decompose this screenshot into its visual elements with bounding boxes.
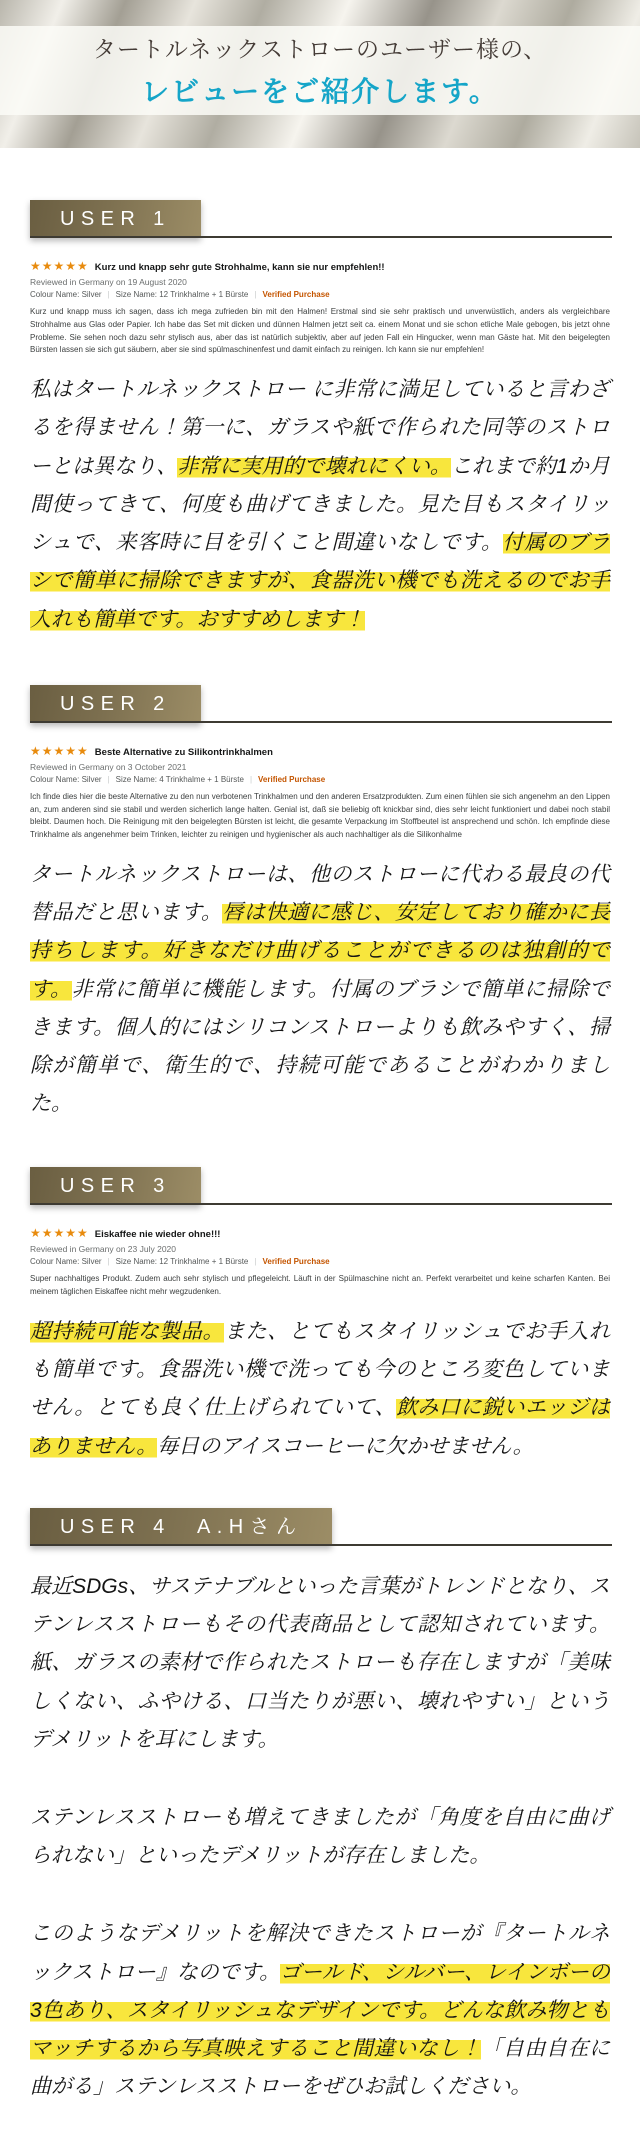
section-user4 xyxy=(0,1506,640,2107)
review-colour: Colour Name: Silver xyxy=(30,1257,102,1267)
user4-paragraph-2 xyxy=(30,1799,610,1875)
user4-paragraph-1 xyxy=(30,1568,610,1759)
separator: | xyxy=(107,290,110,299)
highlighted-text: 飲み口に鋭いエッジはありません。 xyxy=(30,1396,610,1458)
user4-banner: USER 4 A.Hさん xyxy=(30,1508,332,1546)
review-title: Kurz und knapp sehr gute Strohhalme, kann sie nur empfehlen!! xyxy=(94,262,385,273)
review-size: Size Name: 12 Trinkhalme + 1 Bürste xyxy=(115,1257,249,1267)
highlighted-text: 非常に実用的で壊れにくい。 xyxy=(177,454,451,478)
review-title: Eiskaffee nie wieder ohne!!! xyxy=(94,1229,221,1241)
plain-text: ステンレスストローも増えてきましたが「角度を自由に曲げられない」といったデメリットが存在しました。 xyxy=(30,1806,610,1868)
separator: | xyxy=(107,1257,110,1267)
plain-text: また、とてもスタイリッシュでお手入れも簡単です。食器洗い機で洗っても今のところ変色していません。とても良く仕上げられていて、 xyxy=(30,1320,610,1420)
review-body: Ich finde dies hier die beste Alternative zu den nun verbotenen Trinkhalmen und den anderen Ersatzprodukten. Zum einen fühlen sie sich angenehm an den Lippen an, zum anderen sind sie stabil und werden sicherlich lange halten. Genial ist, daß sie beliebig oft knickbar sind, dies sehr leicht funktioniert und dabei noch stabil bleibt. Daumen hoch. Die Reinigung mit den beigelegten Bürsten ist leicht, die gesamte Verpackung im Stoffbeutel ist ansprechend und schön. Ich empfinde diese Trinkhalme als angenehmer beim Trinken, leichter zu reinigen und hygienischer als auch nachhaltiger als die Silikonhalme xyxy=(30,791,610,840)
separator: | xyxy=(249,774,253,784)
section-user1 xyxy=(0,198,640,639)
plain-text: 非常に簡単に機能します。付属のブラシで簡単に掃除できます。個人的にはシリコンストローよりも飲みやすく、掃除が簡単で、衛生的で、持続可能であることがわかりました。 xyxy=(30,977,610,1116)
star-rating-icon: ★★★★★ xyxy=(30,259,89,273)
highlighted-text: 唇は快適に感じ、安定しており確かに長持ちします。好きなだけ曲げることができるのは独創的です。 xyxy=(30,901,610,1001)
user4-paragraph-3 xyxy=(30,1915,610,2106)
user2-banner: USER 2 xyxy=(30,685,201,723)
review-meta: Reviewed in Germany on 23 July 2020 xyxy=(30,1244,176,1255)
section-user3 xyxy=(0,1165,640,1465)
review-options xyxy=(30,290,610,299)
review-meta: Reviewed in Germany on 3 October 2021 xyxy=(30,761,187,772)
review-body: Super nachhaltiges Produkt. Zudem auch sehr stylisch und pflegeleicht. Läuft in der Spülmaschine nicht an. Perfekt verarbeitet und keine scharfen Kanten. Bei meinem täglichen Eiskaffee nicht mehr wegzudenken. xyxy=(30,1274,610,1297)
review-colour: Colour Name: Silver xyxy=(30,774,102,784)
user4-banner-row xyxy=(30,1506,612,1546)
translated-review-text xyxy=(30,371,610,639)
plain-text: これまで約1か月間使ってきて、何度も曲げてきました。見た目もスタイリッシュで、来客時に目を引くこと間違いなしです。 xyxy=(30,454,611,555)
plain-text: 毎日のアイスコーヒーに欠かせません。 xyxy=(157,1434,534,1458)
user3-banner-row xyxy=(30,1165,612,1205)
review-options xyxy=(30,1257,610,1266)
review-title: Beste Alternative zu Silikontrinkhalmen xyxy=(94,746,273,758)
hero-text-band xyxy=(0,26,640,115)
plain-text: 「自由自在に曲がる」ステンレスストローをぜひお試しください。 xyxy=(30,2037,610,2099)
star-rating-icon: ★★★★★ xyxy=(30,1226,89,1241)
user1-banner-row xyxy=(30,198,612,238)
review-size: Size Name: 12 Trinkhalme + 1 Bürste xyxy=(115,290,249,299)
user2-review-screenshot xyxy=(30,745,610,842)
user2-banner-row xyxy=(30,683,612,723)
review-meta: Reviewed in Germany on 19 August 2020 xyxy=(30,277,187,287)
plain-text: 私はタートルネックストロー に非常に満足していると言わざるを得ません！第一に、ガラスや紙で作られた同等のストローとは異なり、 xyxy=(30,378,610,478)
user3-banner: USER 3 xyxy=(30,1167,201,1205)
plain-text: このようなデメリットを解決できたストローが『タートルネックストロー』なのです。 xyxy=(30,1922,610,1984)
section-user2 xyxy=(0,683,640,1124)
review-size: Size Name: 4 Trinkhalme + 1 Bürste xyxy=(115,774,244,784)
star-rating-icon: ★★★★★ xyxy=(30,743,89,758)
headline-line1: タートルネックストローのユーザー様の、 xyxy=(92,36,548,62)
user1-banner: USER 1 xyxy=(30,200,201,238)
headline-line2: レビューをご紹介します。 xyxy=(141,76,499,107)
verified-purchase-badge: Verified Purchase xyxy=(262,290,330,299)
plain-text: 最近SDGs、サステナブルといった言葉がトレンドとなり、ステンレスストローもその代表商品として認知されています。紙、ガラスの素材で作られたストローも存在しますが「美味しくない、ふやける、口当たりが悪い、壊れやすい」というデメリットを耳にします。 xyxy=(30,1574,610,1751)
separator: | xyxy=(107,774,110,784)
highlighted-text: 超持続可能な製品。 xyxy=(30,1320,225,1344)
verified-purchase-badge: Verified Purchase xyxy=(258,774,326,784)
review-options xyxy=(30,775,610,784)
separator: | xyxy=(254,290,257,299)
highlighted-text: 付属のブラシで簡単に掃除できますが、食器洗い機でも洗えるのでお手入れも簡単です。おすすめします！ xyxy=(30,531,610,631)
review-body: Kurz und knapp muss ich sagen, dass ich mega zufrieden bin mit den Halmen! Erstmal sind sie sehr praktisch und unverwüstlich, anders als vergleichbare Strohhalme aus Glas oder Papier. Ich habe das Set mit dicken und dünnen Halmen jetzt seit ca. einem Monat und sie schon etliche Male gebogen, bis jetzt ohne Probleme. Sie sehen noch dazu sehr stylisch aus, aber das ist natürlich subjektiv, aber auf jeden Fall ein Hingucker, wenn man Gäste hat. Mit den beigelegten Bürsten lassen sie sich gut säubern, aber sie sind spülmaschinenfest und damit einfach zu reinigen. Ich kann sie nur empfehlen! xyxy=(30,307,610,355)
review-colour: Colour Name: Silver xyxy=(30,290,102,299)
translated-review-text xyxy=(30,1313,610,1466)
separator: | xyxy=(254,1257,257,1267)
hero-header xyxy=(0,0,640,148)
user1-review-screenshot xyxy=(30,260,610,357)
plain-text: タートルネックストローは、他のストローに代わる最良の代替品だと思います。 xyxy=(30,862,610,925)
user3-review-screenshot xyxy=(30,1227,610,1299)
highlighted-text: ゴールド、シルバー、レインボーの3色あり、スタイリッシュなデザインです。 xyxy=(30,1960,611,2022)
verified-purchase-badge: Verified Purchase xyxy=(262,1257,330,1267)
translated-review-text xyxy=(30,856,610,1124)
highlighted-text: どんな飲み物ともマッチするから写真映えすること間違いなし！ xyxy=(30,1998,610,2061)
